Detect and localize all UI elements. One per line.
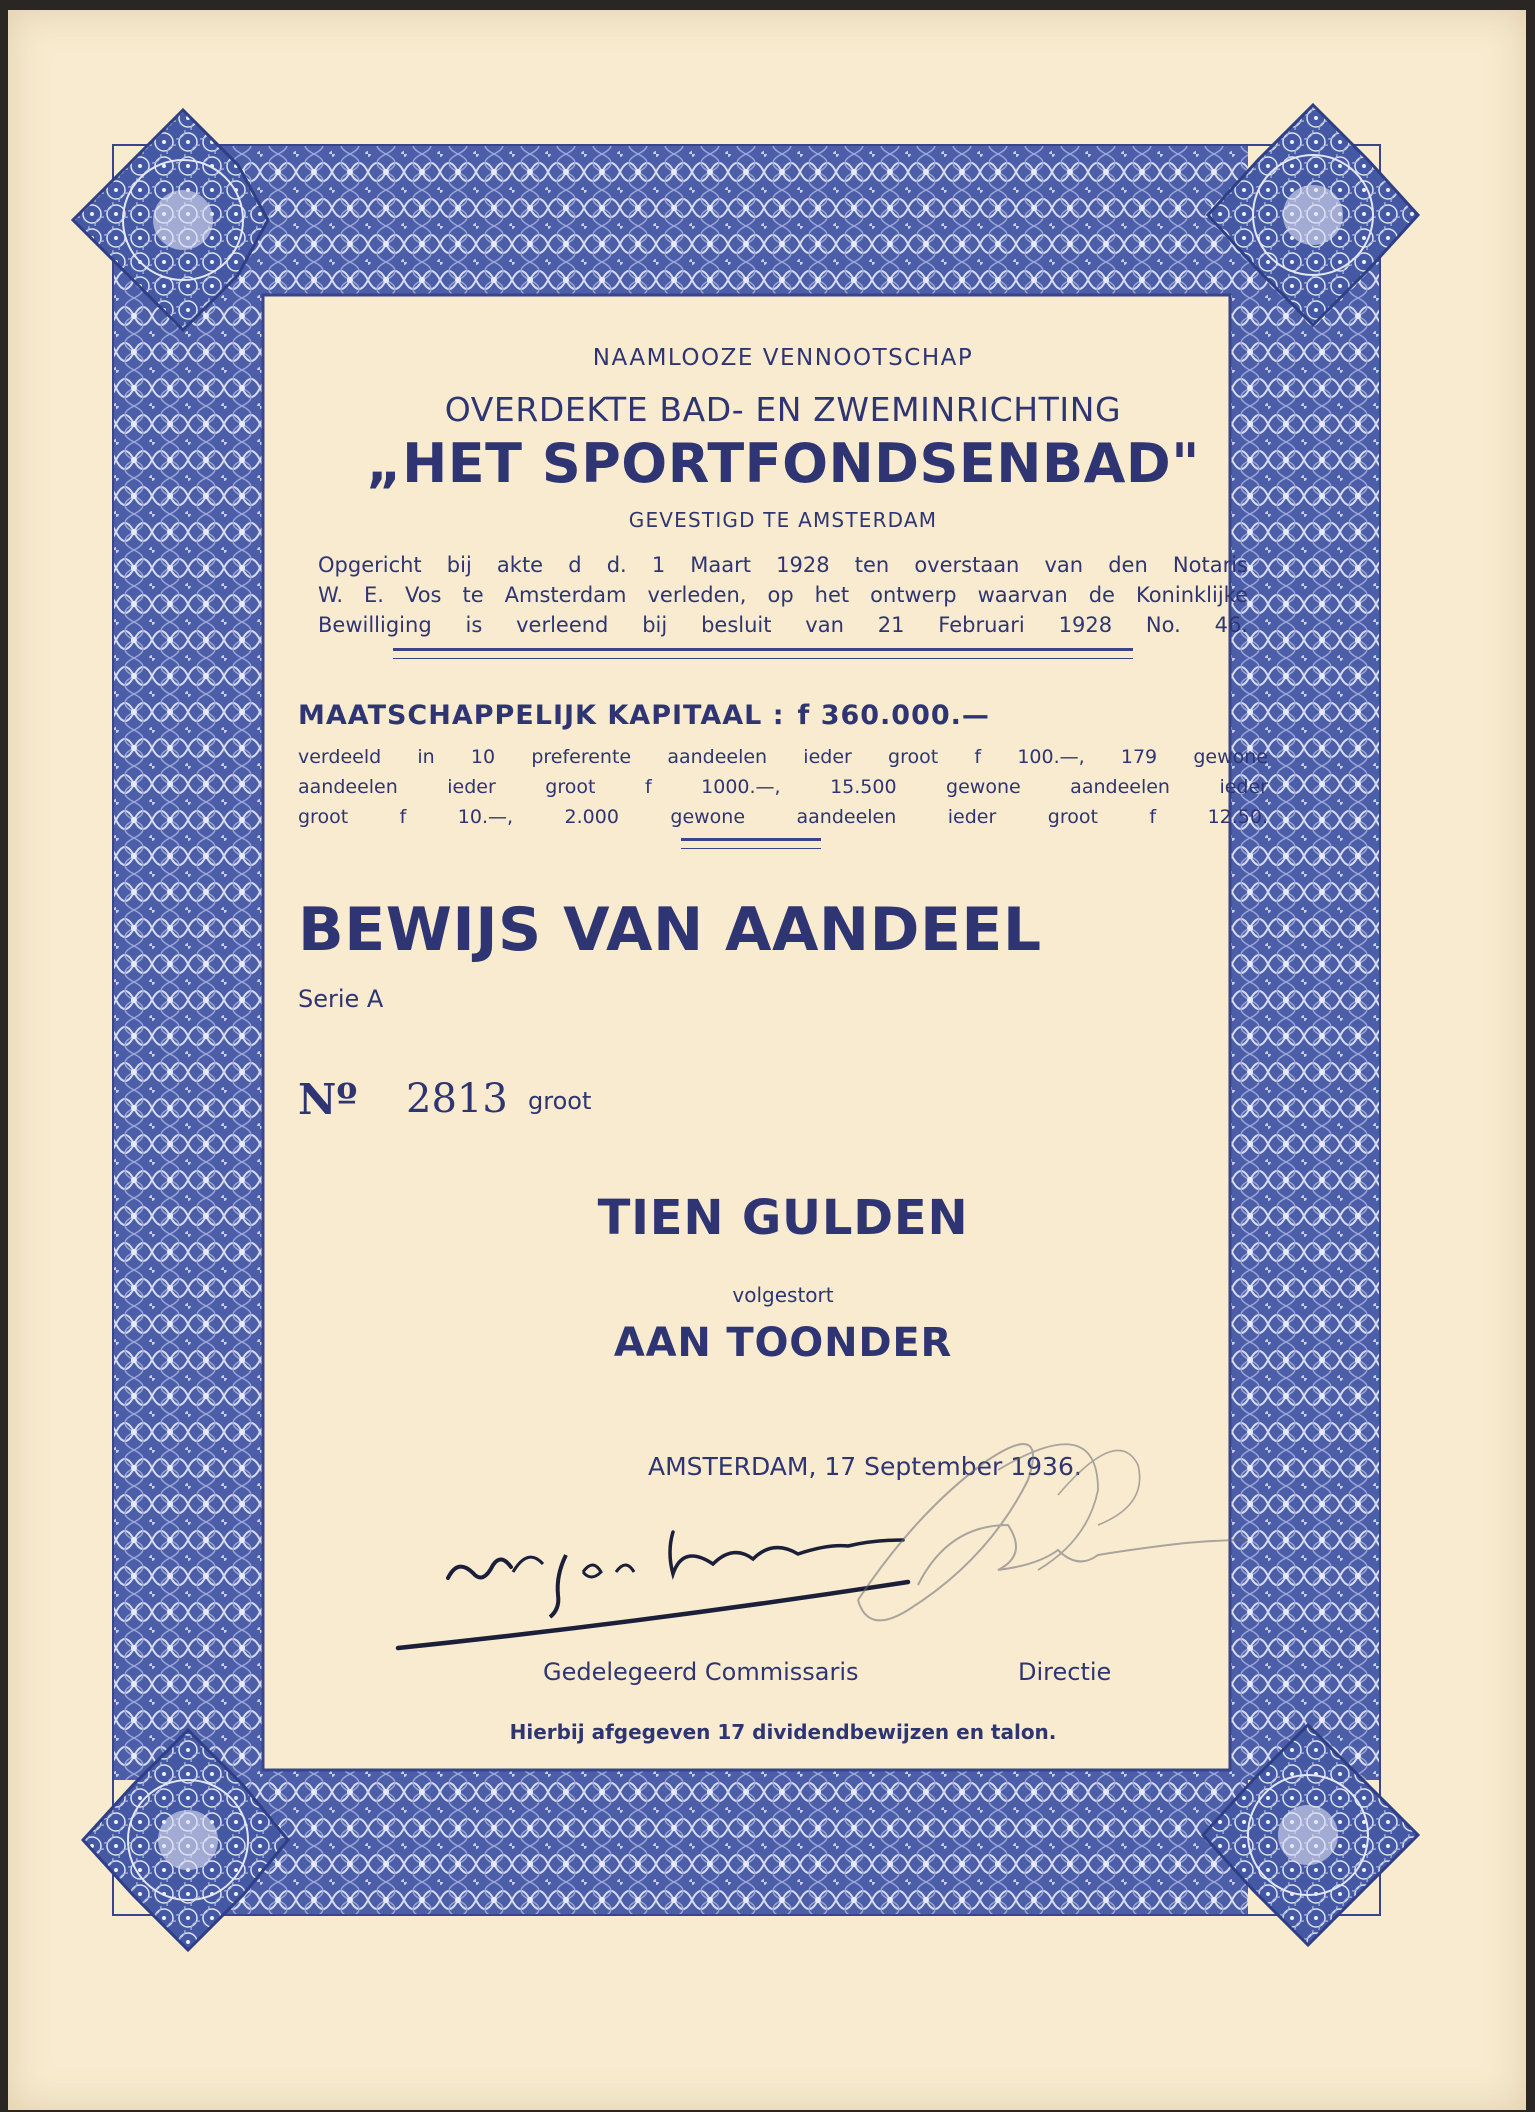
division-line: groot f 10.—, 2.000 gewone aandeelen ieder groot f 12.50.: [298, 806, 1268, 828]
company-seat: GEVESTIGD TE AMSTERDAM: [628, 508, 938, 532]
amount-in-words: TIEN GULDEN: [597, 1190, 969, 1246]
signatures: [298, 310, 1268, 1780]
share-certificate: [8, 10, 1526, 2110]
border-left: [113, 245, 263, 1780]
number-label: Nº: [298, 1075, 358, 1124]
signature-directie: [858, 1444, 1248, 1620]
signatory-left-role: Gedelegeerd Commissaris: [543, 1658, 859, 1686]
founding-line: W. E. Vos te Amsterdam verleden, op het ontwerp waarvan de Koninklijke: [318, 583, 1248, 607]
paid-status: volgestort: [732, 1283, 834, 1307]
footer-note: Hierbij afgegeven 17 dividendbewijzen en talon.: [509, 1720, 1057, 1744]
company-type: NAAMLOOZE VENNOOTSCHAP: [592, 345, 974, 371]
bearer-clause: AAN TOONDER: [613, 1320, 953, 1366]
signature-commissaris: [398, 1532, 908, 1648]
certificate-number: 2813: [406, 1076, 508, 1122]
capital-label: MAATSCHAPPELIJK KAPITAAL :: [298, 700, 785, 731]
document-title: BEWIJS VAN AANDEEL: [298, 895, 1042, 965]
division-line: aandeelen ieder groot f 1000.—, 15.500 gewone aandeelen ieder: [298, 776, 1268, 798]
number-suffix: groot: [528, 1087, 592, 1115]
certificate-text-area: [298, 310, 1268, 1780]
founding-line: Bewilliging is verleend bij besluit van 21 Februari 1928 No. 46.: [318, 613, 1248, 637]
company-description: OVERDEKTE BAD- EN ZWEMINRICHTING: [444, 390, 1122, 429]
company-name: „HET SPORTFONDSENBAD": [366, 432, 1200, 495]
place-and-date: AMSTERDAM, 17 September 1936.: [648, 1452, 1082, 1481]
border-top: [198, 145, 1248, 295]
series-label: Serie A: [298, 985, 384, 1013]
signatory-right-role: Directie: [1018, 1658, 1112, 1686]
capital-amount: f 360.000.—: [797, 700, 990, 731]
division-line: verdeeld in 10 preferente aandeelen ieder groot f 100.—, 179 gewone: [298, 746, 1268, 768]
border-bottom: [198, 1770, 1248, 1915]
founding-line: Opgericht bij akte d d. 1 Maart 1928 ten overstaan van den Notaris: [318, 553, 1248, 577]
